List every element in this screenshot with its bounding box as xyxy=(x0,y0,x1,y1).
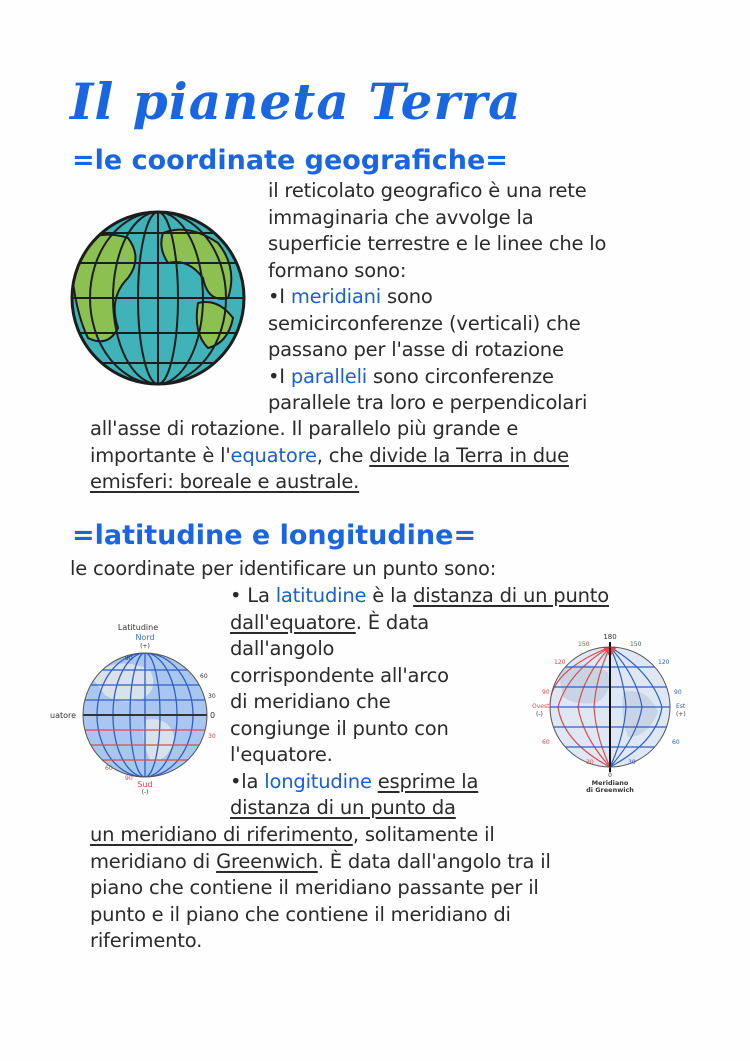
label-plus: (+) xyxy=(140,643,150,650)
keyword-equatore: equatore xyxy=(230,443,317,467)
underlined-text: distanza di un punto xyxy=(413,584,609,607)
text-line xyxy=(90,822,551,849)
text-line: piano che contiene il meridiano passante per il xyxy=(90,876,539,899)
underlined-text: divide la Terra in due xyxy=(369,443,569,467)
text: , solitamente il xyxy=(352,823,495,846)
label-ovest: Ovest xyxy=(532,703,550,710)
label-zero: 0 xyxy=(608,772,612,779)
label-equator: uatore xyxy=(50,711,77,720)
equatore-line xyxy=(90,443,569,470)
text-line: immaginaria che avvolge la xyxy=(268,205,534,229)
text-line: emisferi: boreale e australe. xyxy=(90,470,360,493)
label-est: Est xyxy=(676,703,686,710)
globe-grid-illustration xyxy=(68,208,248,388)
keyword-longitudine: longitudine xyxy=(264,769,372,793)
tick-label: 150 xyxy=(630,641,642,648)
bullet-text: •la xyxy=(230,769,265,793)
bullet-text: •I xyxy=(268,364,291,388)
text: . È data dall'angolo tra il xyxy=(317,849,551,873)
label-sud: Sud xyxy=(137,780,153,789)
underlined-text: dall'equatore xyxy=(230,610,356,634)
tick-label: 60 xyxy=(672,739,680,746)
section1-paragraph xyxy=(268,178,606,417)
text: sono circonferenze xyxy=(367,364,554,388)
text-line: di meridiano che xyxy=(230,690,391,713)
tick-label: 90 xyxy=(125,775,133,782)
paralleli-line xyxy=(268,364,606,391)
latitude-globe-illustration xyxy=(50,620,230,795)
label-nord: Nord xyxy=(135,633,155,642)
underlined-text: esprime la xyxy=(377,769,479,793)
section2-intro: le coordinate per identificare un punto sono: xyxy=(70,557,497,580)
latitudine-line xyxy=(230,583,609,610)
underlined-text: un meridiano di riferimento xyxy=(90,823,353,846)
tick-label: 90 xyxy=(674,689,682,696)
tick-label: 120 xyxy=(658,659,670,666)
text-line: riferimento. xyxy=(90,929,203,952)
tick-label: 90 xyxy=(542,689,550,696)
text: , che xyxy=(316,443,370,467)
label-minus: (-) xyxy=(536,711,543,718)
text-line: semicirconferenze (verticali) che xyxy=(268,311,581,335)
text-line: parallele tra loro e perpendicolari xyxy=(268,391,588,414)
page-title: Il pianeta Terra xyxy=(70,72,522,131)
text-line: dall'angolo xyxy=(230,637,335,660)
tick-label: 90 xyxy=(125,655,133,662)
text-line: formano sono: xyxy=(268,258,407,282)
tick-label: 60 xyxy=(200,673,208,680)
bullet-text: •I xyxy=(268,285,291,308)
text-line xyxy=(90,849,551,876)
text-line: passano per l'asse di rotazione xyxy=(268,338,564,361)
tick-label: 30 xyxy=(586,759,594,766)
caption-greenwich: di Greenwich xyxy=(586,786,634,794)
tick-label: 120 xyxy=(554,659,566,666)
tick-label: 60 xyxy=(542,739,550,746)
text-line: all'asse di rotazione. Il parallelo più grande e xyxy=(90,417,519,440)
label-latitudine: Latitudine xyxy=(117,623,159,632)
keyword-paralleli: paralleli xyxy=(290,364,368,388)
underlined-text: Greenwich xyxy=(216,849,318,873)
longitude-globe-illustration xyxy=(528,632,700,794)
tick-label: 30 xyxy=(208,733,216,740)
longitude-paragraph-cont xyxy=(90,822,551,955)
keyword-latitudine: latitudine xyxy=(275,584,367,607)
text-line: superficie terrestre e le linee che lo xyxy=(268,232,607,255)
section-heading-latitudine: =latitudine e longitudine= xyxy=(72,520,477,551)
text: è la xyxy=(366,584,414,607)
section-heading-coordinate: =le coordinate geografiche= xyxy=(72,145,508,176)
label-180: 180 xyxy=(603,633,617,641)
tick-label: 30 xyxy=(628,759,636,766)
label-zero: 0 xyxy=(210,711,216,720)
caption-meridiano: Meridiano xyxy=(591,779,629,787)
label-minus: (-) xyxy=(141,789,149,795)
tick-label: 30 xyxy=(208,693,216,700)
tick-label: 60 xyxy=(105,765,113,772)
text: importante è l' xyxy=(90,443,231,467)
meridiani-line xyxy=(268,284,606,311)
tick-label: 150 xyxy=(578,641,590,648)
section1-paragraph-cont xyxy=(90,416,569,496)
keyword-meridiani: meridiani xyxy=(290,285,382,308)
text-line: congiunge il punto con xyxy=(230,716,449,740)
bullet-text: • La xyxy=(230,584,276,607)
text-line: corrispondente all'arco xyxy=(230,663,449,687)
text: sono xyxy=(381,285,433,308)
text-line: distanza di un punto da xyxy=(230,796,456,819)
text-line: il reticolato geografico è una rete xyxy=(268,179,587,202)
text: . È data xyxy=(355,610,430,634)
text: meridiano di xyxy=(90,849,217,873)
text-line: l'equatore. xyxy=(230,743,333,766)
text-line: punto e il piano che contiene il meridiano di xyxy=(90,902,511,926)
label-plus: (+) xyxy=(676,711,686,718)
